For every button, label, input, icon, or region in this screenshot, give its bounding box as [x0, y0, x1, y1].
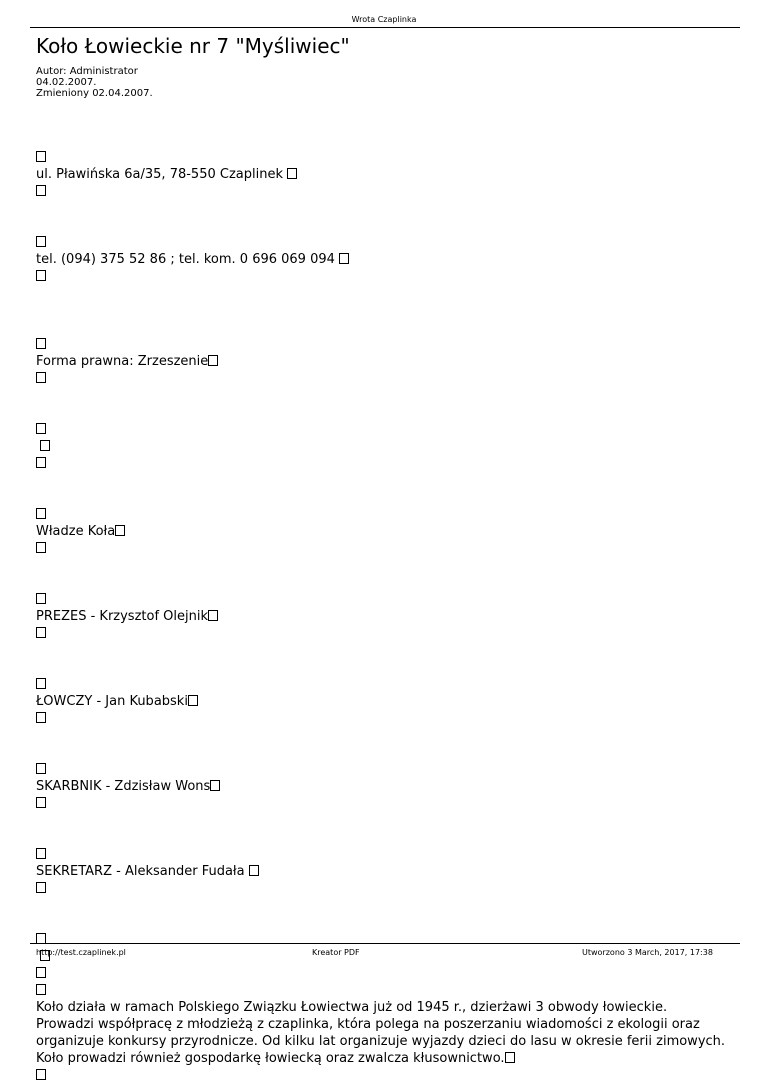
legal-form-line: Forma prawna: Zrzeszenie	[36, 353, 726, 370]
missing-glyph-icon	[210, 780, 220, 791]
address-line: ul. Pławińska 6a/35, 78-550 Czaplinek	[36, 166, 726, 183]
article-meta	[36, 66, 153, 99]
missing-glyph-icon	[36, 372, 46, 383]
missing-glyph-icon	[287, 168, 297, 179]
missing-glyph-icon	[36, 763, 46, 774]
authorities-heading: Władze Koła	[36, 523, 726, 540]
missing-glyph-icon	[249, 865, 259, 876]
missing-glyph-icon	[36, 882, 46, 893]
president-line: PREZES - Krzysztof Olejnik	[36, 608, 726, 625]
phone-line: tel. (094) 375 52 86 ; tel. kom. 0 696 069 094	[36, 251, 726, 268]
missing-glyph-icon	[36, 627, 46, 638]
missing-glyph-icon	[36, 338, 46, 349]
page-header: Wrota Czaplinka	[351, 15, 417, 24]
page-title: Koło Łowieckie nr 7 "Myśliwiec"	[36, 34, 350, 58]
footer-generator: Kreator PDF	[312, 948, 360, 957]
missing-glyph-icon	[36, 457, 46, 468]
missing-glyph-icon	[36, 712, 46, 723]
header-divider	[30, 27, 740, 28]
missing-glyph-icon	[36, 1069, 46, 1080]
missing-glyph-icon	[505, 1052, 515, 1063]
missing-glyph-icon	[36, 678, 46, 689]
missing-glyph-icon	[36, 151, 46, 162]
missing-glyph-icon	[339, 253, 349, 264]
missing-glyph-icon	[36, 423, 46, 434]
missing-glyph-icon	[36, 984, 46, 995]
footer-created: Utworzono 3 March, 2017, 17:38	[582, 948, 713, 957]
missing-glyph-icon	[36, 270, 46, 281]
date-line: 04.02.2007.	[36, 77, 97, 88]
missing-glyph-icon	[36, 236, 46, 247]
footer-url: http://test.czaplinek.pl	[36, 948, 126, 957]
missing-glyph-icon	[36, 848, 46, 859]
missing-glyph-icon	[36, 593, 46, 604]
missing-glyph-icon	[36, 185, 46, 196]
missing-glyph-icon	[208, 355, 218, 366]
missing-glyph-icon	[115, 525, 125, 536]
missing-glyph-icon	[36, 967, 46, 978]
footer-divider	[30, 943, 740, 944]
missing-glyph-icon	[36, 542, 46, 553]
missing-glyph-icon	[188, 695, 198, 706]
treasurer-line: SKARBNIK - Zdzisław Wons	[36, 778, 726, 795]
modified-line: Zmieniony 02.04.2007.	[36, 88, 153, 99]
author-line: Autor: Administrator	[36, 66, 138, 77]
missing-glyph-icon	[40, 440, 50, 451]
hunter-line: ŁOWCZY - Jan Kubabski	[36, 693, 726, 710]
secretary-line: SEKRETARZ - Aleksander Fudała	[36, 863, 726, 880]
description-paragraph: Koło działa w ramach Polskiego Związku Łowiectwa już od 1945 r., dzierżawi 3 obwody łowieckie. Prowadzi współpracę z młodzieżą z czaplinka, która polega na poszerzaniu wiadomości z ekologii oraz organizuje konkursy przyrodnicze. Od kilku lat organizuje wyjazdy dzieci do lasu w okresie ferii zimowych. Koło prowadzi również gospodarkę łowiecką oraz zwalcza kłusownictwo.	[36, 1000, 726, 1066]
missing-glyph-icon	[36, 508, 46, 519]
missing-glyph-icon	[36, 797, 46, 808]
missing-glyph-icon	[208, 610, 218, 621]
